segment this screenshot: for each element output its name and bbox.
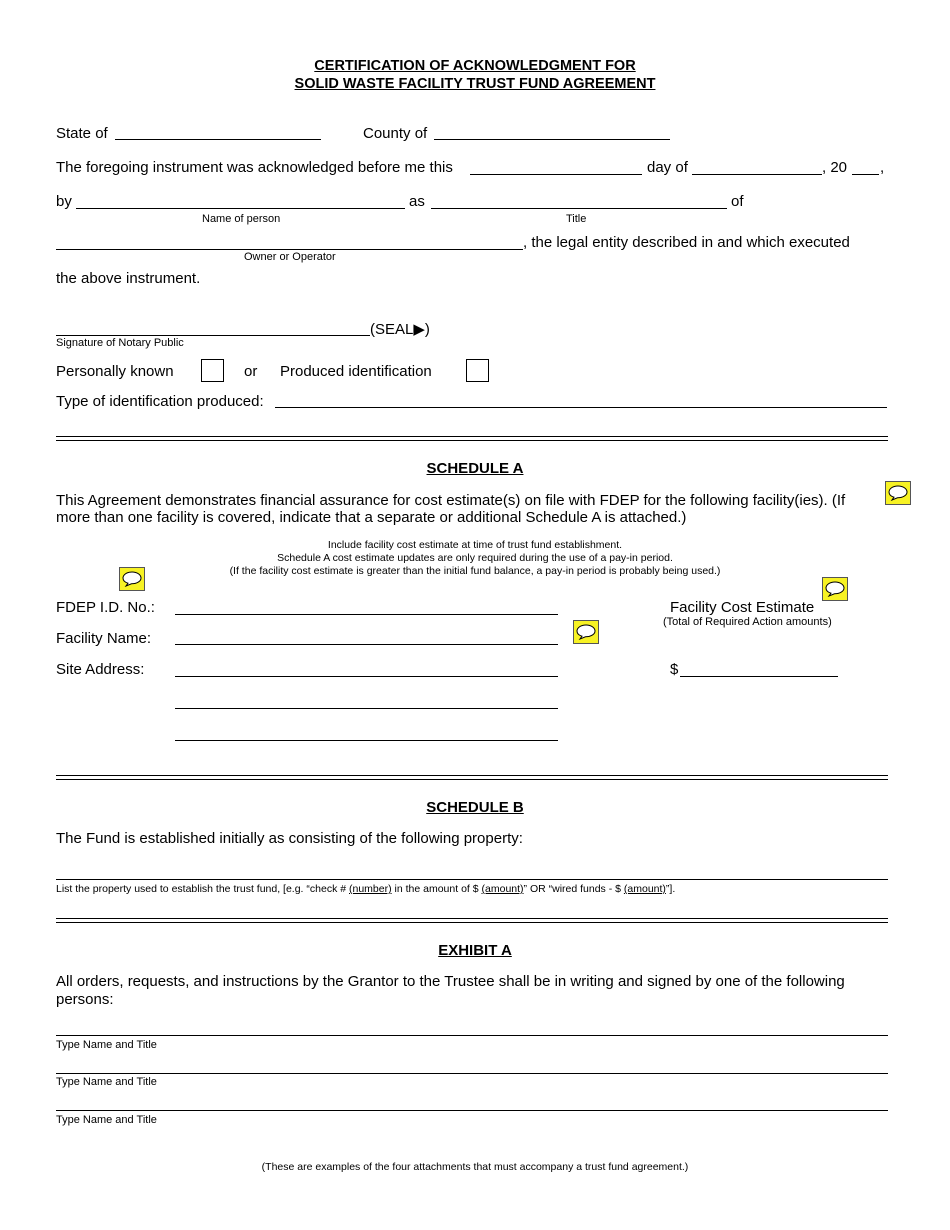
above-instrument-text: the above instrument. xyxy=(56,270,201,287)
day-field[interactable] xyxy=(470,174,642,175)
schedule-b-note-a: List the property used to establish the trust fund, [e.g. “check # xyxy=(56,883,349,895)
year-field[interactable] xyxy=(852,174,879,175)
entity-text: , the legal entity described in and which executed xyxy=(523,234,850,251)
comment-icon[interactable] xyxy=(822,577,848,601)
facility-name-field[interactable] xyxy=(175,644,558,645)
type-name-caption-1: Type Name and Title xyxy=(56,1039,157,1051)
site-address-label: Site Address: xyxy=(56,661,145,678)
or-label: or xyxy=(244,363,258,380)
site-address-field-1[interactable] xyxy=(175,676,558,677)
facility-cost-caption: (Total of Required Action amounts) xyxy=(663,616,832,628)
facility-name-label: Facility Name: xyxy=(56,630,152,647)
year-suffix: , xyxy=(880,159,885,176)
fdep-id-label: FDEP I.D. No.: xyxy=(56,599,155,616)
name-of-person-field[interactable] xyxy=(76,208,405,209)
exhibit-a-heading: EXHIBIT A xyxy=(438,942,512,959)
seal-label: (SEAL▶) xyxy=(370,321,430,338)
year-prefix: , 20 xyxy=(822,159,848,176)
authorized-person-field-3[interactable] xyxy=(56,1110,888,1111)
id-type-field[interactable] xyxy=(275,407,887,408)
produced-identification-checkbox[interactable] xyxy=(466,359,489,382)
state-label: State of xyxy=(56,125,108,142)
property-field[interactable] xyxy=(56,879,888,880)
authorized-person-field-1[interactable] xyxy=(56,1035,888,1036)
facility-cost-label: Facility Cost Estimate xyxy=(670,599,815,616)
facility-cost-field[interactable] xyxy=(680,676,838,677)
owner-operator-field[interactable] xyxy=(56,249,523,250)
authorized-person-field-2[interactable] xyxy=(56,1073,888,1074)
schedule-a-intro-line2: more than one facility is covered, indicate that a separate or additional Schedule A is attached.) xyxy=(56,509,687,526)
title-field[interactable] xyxy=(431,208,727,209)
certification-title-line2: SOLID WASTE FACILITY TRUST FUND AGREEMENT xyxy=(294,76,656,92)
id-type-label: Type of identification produced: xyxy=(56,393,264,410)
personally-known-label: Personally known xyxy=(56,363,174,380)
owner-operator-caption: Owner or Operator xyxy=(244,251,336,263)
notary-signature-field[interactable] xyxy=(56,335,370,336)
schedule-b-note-b: in the amount of $ xyxy=(391,883,482,895)
certification-title-line1: CERTIFICATION OF ACKNOWLEDGMENT FOR xyxy=(314,58,636,74)
name-of-person-caption: Name of person xyxy=(202,213,281,225)
schedule-b-note-amount1: (amount) xyxy=(481,883,524,895)
comment-icon[interactable] xyxy=(119,567,145,591)
schedule-b-note xyxy=(56,883,675,895)
schedule-a-note-line3: (If the facility cost estimate is greater than the initial fund balance, a pay-in period is probably being used.) xyxy=(229,565,721,577)
title-caption: Title xyxy=(566,213,587,225)
as-label: as xyxy=(409,193,425,210)
schedule-b-heading: SCHEDULE B xyxy=(426,799,524,816)
schedule-a-note-line2: Schedule A cost estimate updates are only required during the use of a pay-in period. xyxy=(277,552,673,564)
acknowledgment-text: The foregoing instrument was acknowledged before me this xyxy=(56,159,453,176)
state-field[interactable] xyxy=(115,139,321,140)
personally-known-checkbox[interactable] xyxy=(201,359,224,382)
schedule-b-note-amount2: (amount) xyxy=(623,883,666,895)
notary-signature-caption: Signature of Notary Public xyxy=(56,337,184,349)
fdep-id-field[interactable] xyxy=(175,614,558,615)
schedule-b-text: The Fund is established initially as consisting of the following property: xyxy=(56,830,523,847)
schedule-b-note-c: ” OR “wired funds - $ xyxy=(523,883,624,895)
comment-icon[interactable] xyxy=(885,481,911,505)
exhibit-a-text-line2: persons: xyxy=(56,991,114,1008)
comment-icon[interactable] xyxy=(573,620,599,644)
section-divider xyxy=(56,918,888,923)
site-address-field-3[interactable] xyxy=(175,740,558,741)
of-label: of xyxy=(731,193,744,210)
site-address-field-2[interactable] xyxy=(175,708,558,709)
county-label: County of xyxy=(363,125,428,142)
schedule-a-heading: SCHEDULE A xyxy=(426,460,524,477)
produced-identification-label: Produced identification xyxy=(280,363,432,380)
schedule-b-note-d: ”]. xyxy=(665,883,676,895)
by-label: by xyxy=(56,193,72,210)
schedule-a-intro-line1: This Agreement demonstrates financial assurance for cost estimate(s) on file with FDEP for the following facility(ies). (If xyxy=(56,492,846,509)
month-field[interactable] xyxy=(692,174,822,175)
schedule-b-note-number: (number) xyxy=(349,883,392,895)
footer-note: (These are examples of the four attachments that must accompany a trust fund agreement.) xyxy=(261,1161,689,1173)
section-divider xyxy=(56,775,888,780)
day-of-label: day of xyxy=(647,159,688,176)
schedule-a-note-line1: Include facility cost estimate at time of trust fund establishment. xyxy=(327,539,623,551)
exhibit-a-text-line1: All orders, requests, and instructions by the Grantor to the Trustee shall be in writing and signed by one of the following xyxy=(56,973,845,990)
type-name-caption-2: Type Name and Title xyxy=(56,1076,157,1088)
county-field[interactable] xyxy=(434,139,670,140)
section-divider xyxy=(56,436,888,441)
type-name-caption-3: Type Name and Title xyxy=(56,1114,157,1126)
dollar-sign: $ xyxy=(670,661,679,678)
